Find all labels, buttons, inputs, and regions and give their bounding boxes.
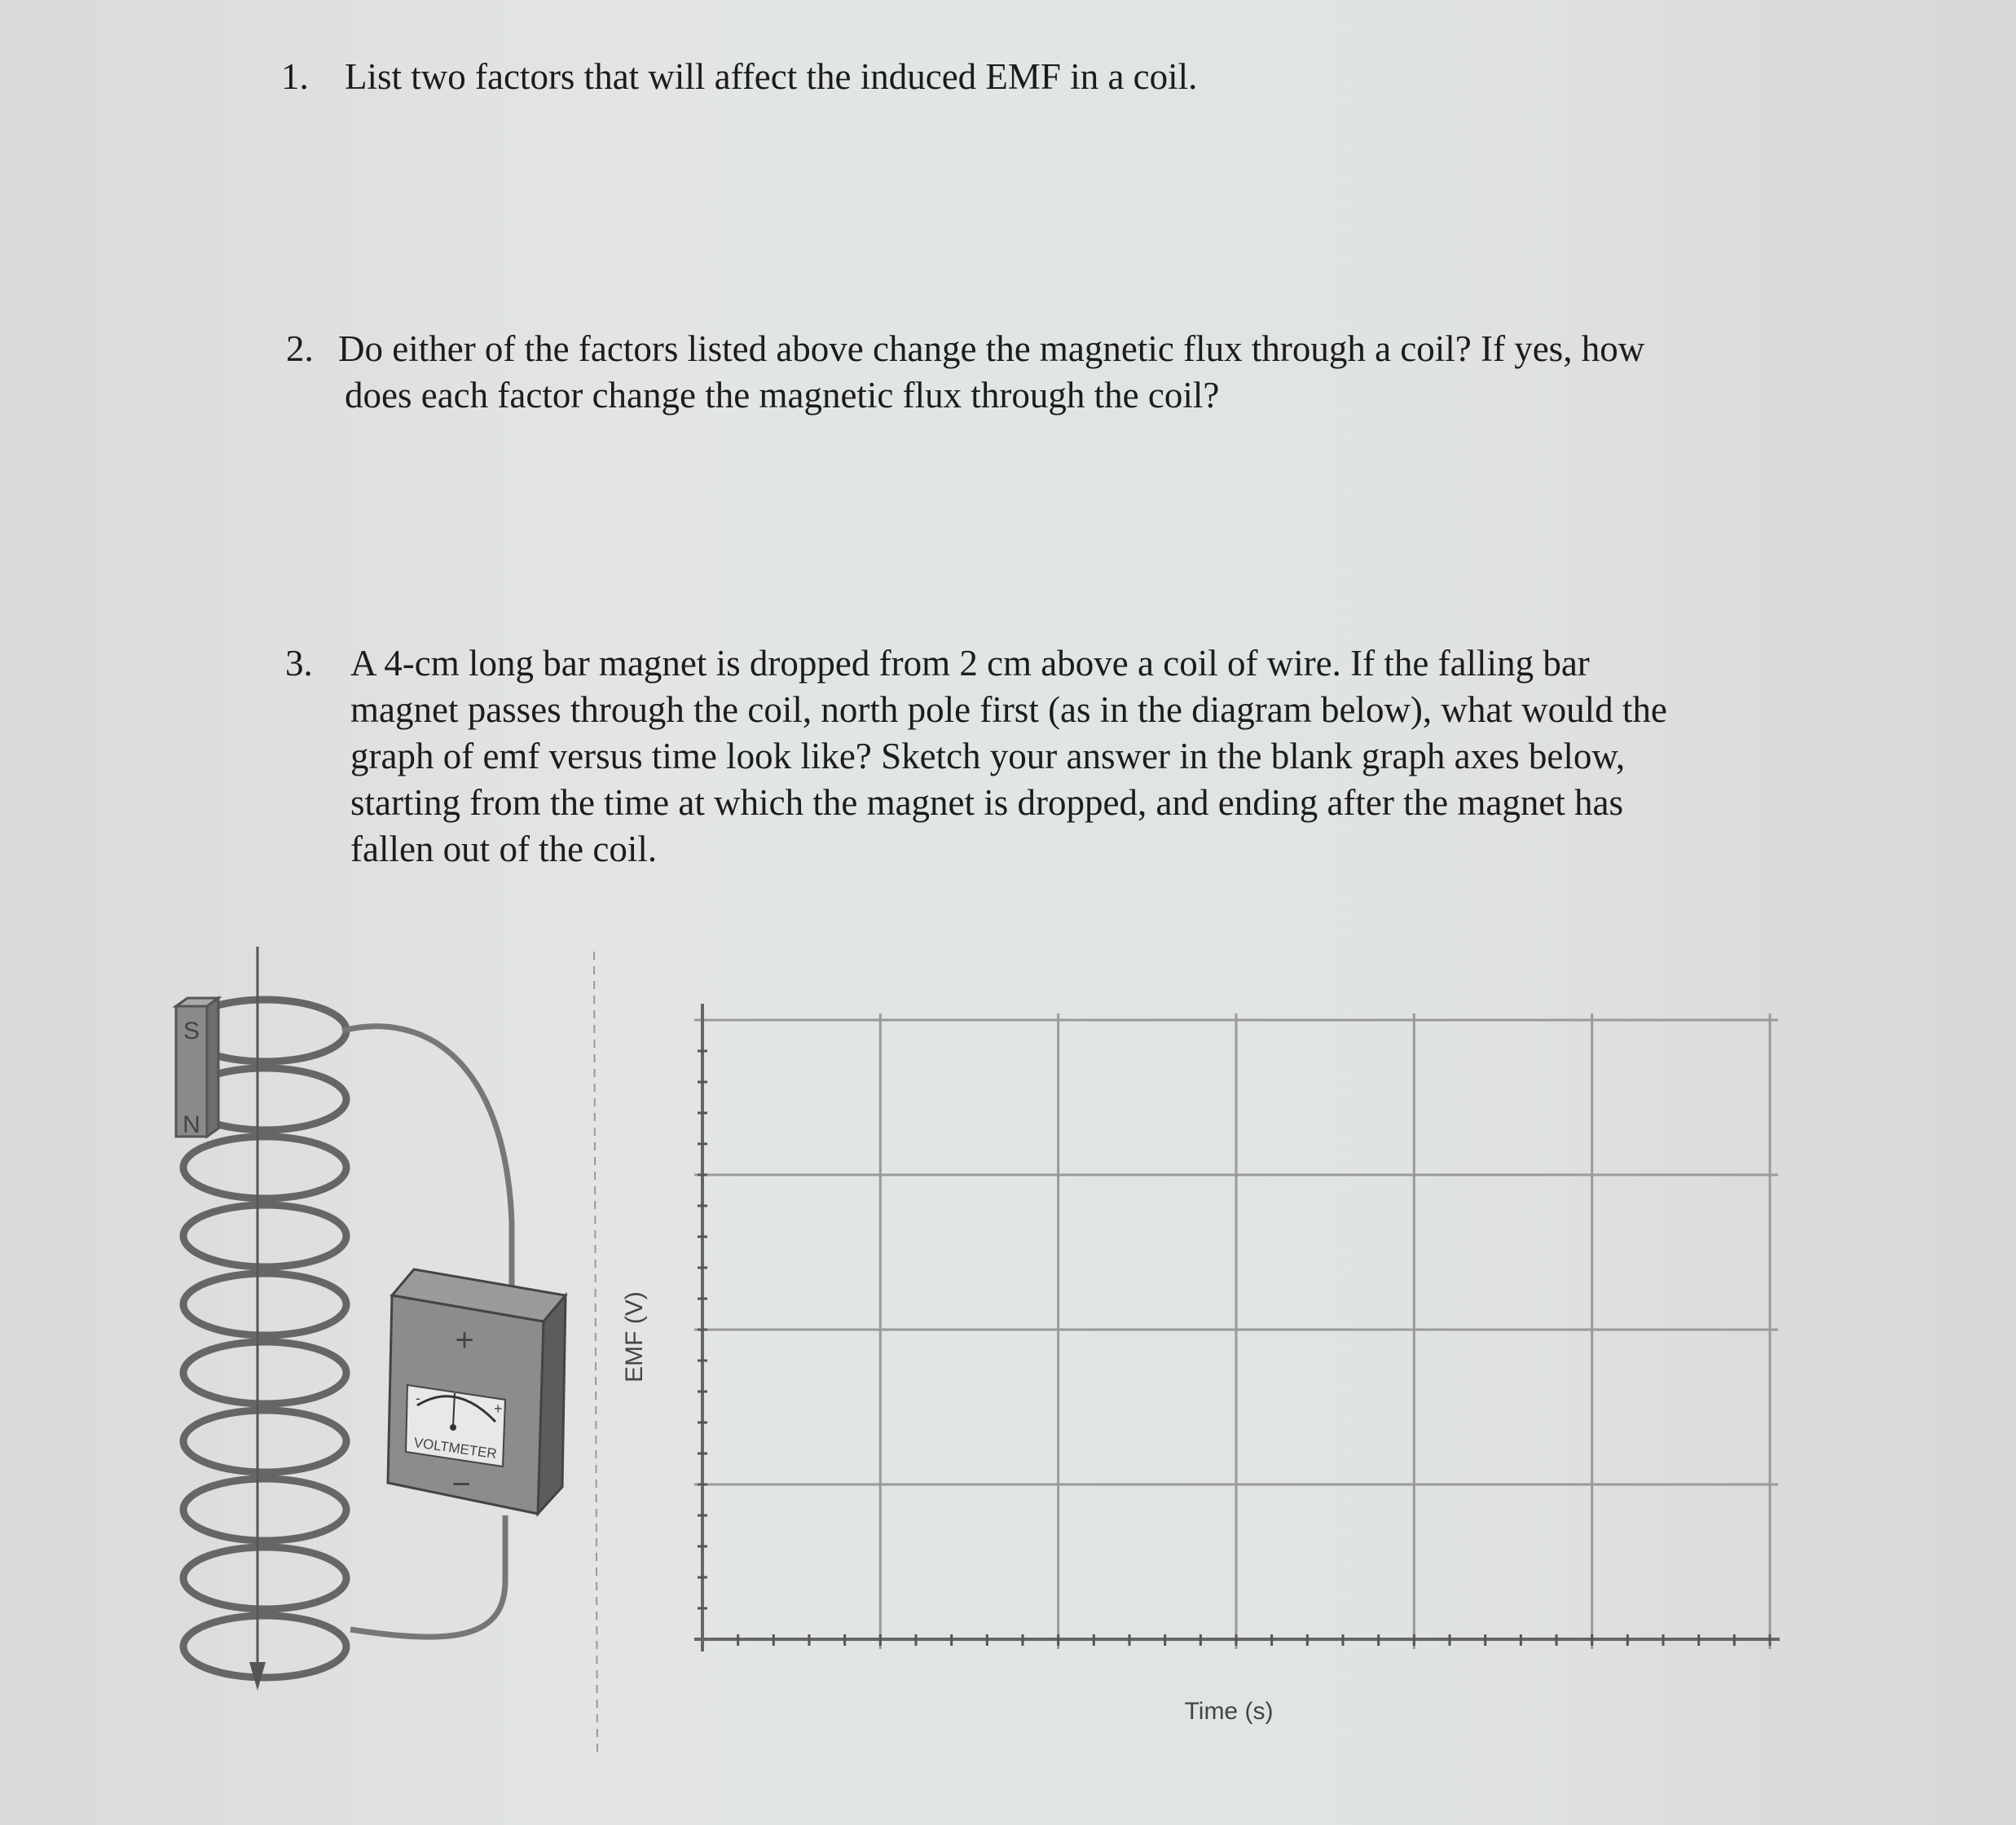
coil-loop xyxy=(183,1205,346,1267)
coil-diagram xyxy=(176,947,566,1691)
dial-minus: - xyxy=(416,1390,420,1406)
meter-plus-terminal: + xyxy=(455,1322,474,1358)
question-text: Do either of the factors listed above change the magnetic flux through a coil? If yes, how xyxy=(338,328,1645,369)
question-text: starting from the time at which the magnet is dropped, and ending after the magnet has xyxy=(350,782,1624,823)
voltmeter xyxy=(388,1269,566,1514)
magnet-north-label: N xyxy=(183,1111,200,1138)
coil-loop xyxy=(183,1137,346,1198)
meter-minus-terminal: − xyxy=(451,1467,471,1502)
question-text: does each factor change the magnetic flux through the coil? xyxy=(345,375,1220,416)
voltmeter-label: VOLTMETER xyxy=(412,1435,498,1462)
coil-loop xyxy=(183,1547,346,1609)
question-text: A 4-cm long bar magnet is dropped from 2 cm above a coil of wire. If the falling bar xyxy=(350,643,1590,684)
y-axis-label: EMF (V) xyxy=(621,1291,648,1383)
coil-loop xyxy=(183,1342,346,1404)
question-text: List two factors that will affect the induced EMF in a coil. xyxy=(345,56,1198,97)
question-text: fallen out of the coil. xyxy=(350,829,658,869)
magnet-south-label: S xyxy=(183,1018,200,1044)
dial-plus: + xyxy=(494,1401,503,1417)
bar-magnet xyxy=(176,998,218,1138)
divider-dashed xyxy=(594,952,597,1756)
question-text: magnet passes through the coil, north pole first (as in the diagram below), what would the xyxy=(350,689,1667,730)
question-number: 2. xyxy=(286,328,314,369)
coil-loop xyxy=(183,1479,346,1541)
coil-loop xyxy=(183,1616,346,1678)
question-text: graph of emf versus time look like? Sketch your answer in the blank graph axes below, xyxy=(350,736,1626,776)
x-axis-label: Time (s) xyxy=(1184,1698,1274,1725)
coil-loop xyxy=(183,1410,346,1472)
question-number: 1. xyxy=(281,56,309,97)
coil-loop xyxy=(183,1273,346,1335)
question-number: 3. xyxy=(285,643,313,684)
emf-time-graph xyxy=(694,1004,1780,1651)
